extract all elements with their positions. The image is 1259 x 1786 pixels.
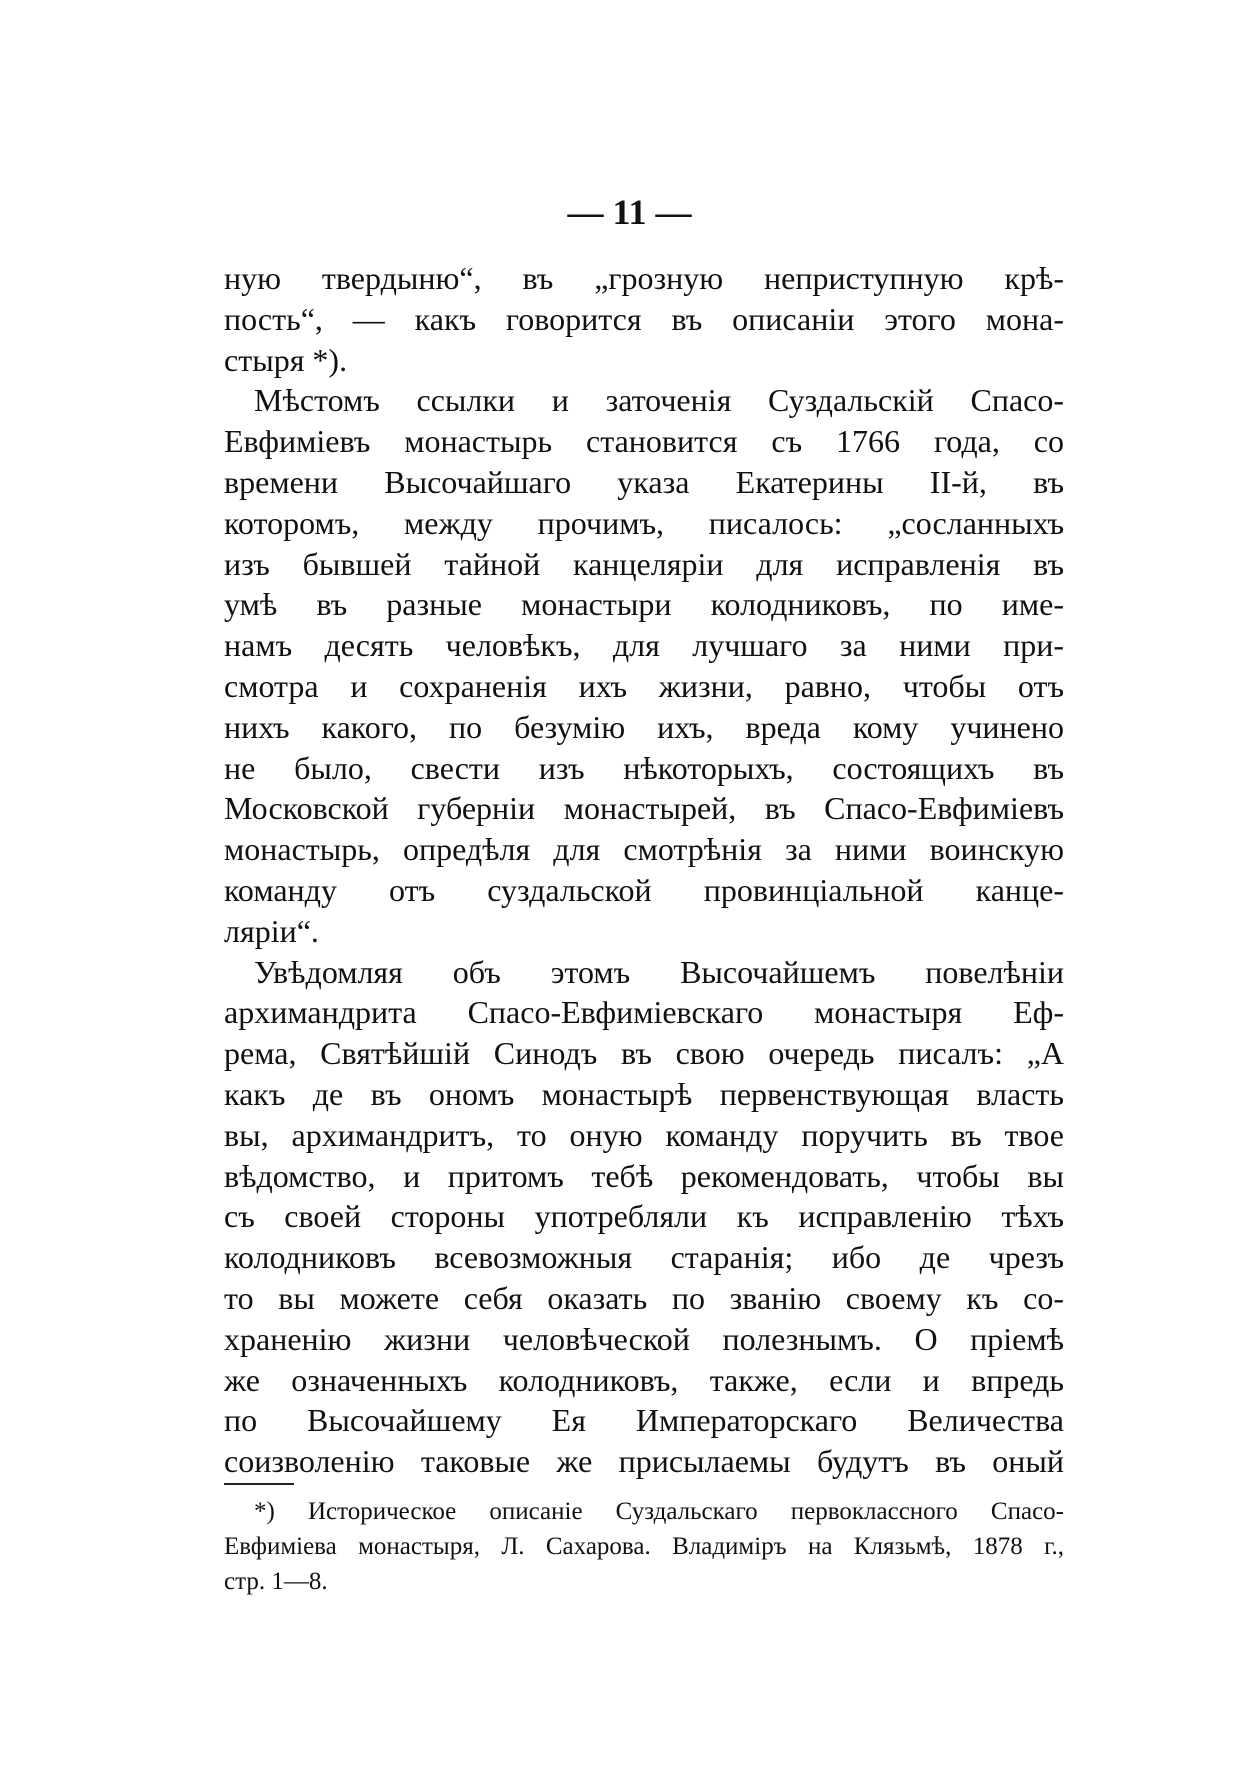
text-line: монастырь, опредѣля для смотрѣнія за ними воинскую	[224, 831, 1064, 868]
text-line: умѣ въ разные монастыри колодниковъ, по име-	[224, 586, 1064, 623]
text-line: какъ де въ ономъ монастырѣ первенствующая власть	[224, 1075, 1064, 1112]
text-line: нихъ какого, по безумію ихъ, вреда кому учинено	[224, 708, 1064, 745]
text-line: смотра и сохраненія ихъ жизни, равно, чтобы отъ	[224, 667, 1064, 704]
text-line: храненію жизни человѣческой полезнымъ. О пріемѣ	[224, 1320, 1064, 1357]
text-line: изъ бывшей тайной канцеляріи для исправленія въ	[224, 545, 1064, 582]
body-text	[224, 258, 1064, 1482]
paragraph-start-line: Увѣдомляя объ этомъ Высочайшемъ повелѣніи	[254, 953, 1064, 990]
text-line: то вы можете себя оказать по званію своему къ со-	[224, 1279, 1064, 1316]
footnote-line: *) Историческое описаніе Суздальскаго первоклассного Спасо-	[254, 1498, 1064, 1525]
footnote-divider	[224, 1483, 294, 1485]
text-line: архимандрита Спасо-Евфиміевскаго монастыря Еф-	[224, 994, 1064, 1031]
text-line: не было, свести изъ нѣкоторыхъ, состоящихъ въ	[224, 749, 1064, 786]
text-line: ную твердыню“, въ „грозную неприступную крѣ-	[224, 260, 1064, 296]
page-number: — 11 —	[567, 192, 692, 232]
text-line: пость“, — какъ говорится въ описаніи этого мона-	[224, 300, 1064, 337]
text-line: вы, архимандритъ, то оную команду поручить въ твое	[224, 1116, 1064, 1153]
text-line: которомъ, между прочимъ, писалось: „сосланныхъ	[224, 504, 1064, 541]
text-line: команду отъ суздальской провинціальной канце-	[224, 871, 1064, 908]
text-line: вѣдомство, и притомъ тебѣ рекомендовать, чтобы вы	[224, 1157, 1064, 1194]
text-line: стыря *).	[224, 341, 348, 378]
footnote	[224, 1494, 1064, 1599]
text-line: по Высочайшему Ея Императорскаго Величества	[224, 1402, 1064, 1439]
text-line: Московской губерніи монастырей, въ Спасо-Евфиміевъ	[224, 790, 1064, 827]
text-line: колодниковъ всевозможныя старанія; ибо де чрезъ	[224, 1239, 1064, 1276]
text-line: Евфиміевъ монастырь становится съ 1766 года, со	[224, 423, 1064, 460]
text-line: намъ десять человѣкъ, для лучшаго за ними при-	[224, 627, 1064, 664]
text-line: времени Высочайшаго указа Екатерины II-й, въ	[224, 463, 1064, 500]
paragraph-start-line: Мѣстомъ ссылки и заточенія Суздальскій Спасо-	[254, 382, 1064, 419]
text-line: ляріи“.	[224, 912, 319, 949]
text-line: рема, Святѣйшій Синодъ въ свою очередь писалъ: „А	[224, 1035, 1064, 1072]
text-line: съ своей стороны употребляли къ исправленію тѣхъ	[224, 1198, 1064, 1235]
footnote-line: Евфиміева монастыря, Л. Сахарова. Владиміръ на Клязьмѣ, 1878 г.,	[224, 1533, 1064, 1560]
text-line: же означенныхъ колодниковъ, также, если и впредь	[224, 1361, 1064, 1398]
footnote-line: стр. 1—8.	[224, 1568, 328, 1595]
text-line: соизволенію таковые же присылаемы будутъ въ оный	[224, 1443, 1064, 1480]
